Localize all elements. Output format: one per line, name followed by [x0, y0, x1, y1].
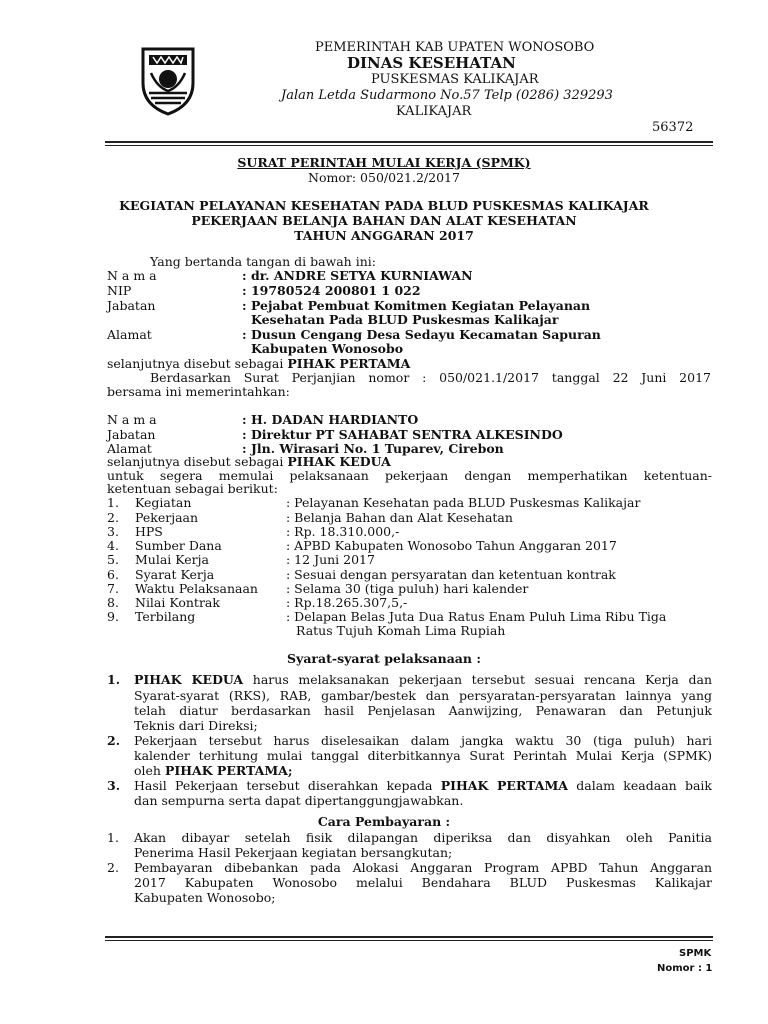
letterhead-address: Jalan Letda Sudarmono No.57 Telp (0286) 329293 [281, 88, 613, 103]
payment-heading: Cara Pembayaran : [317, 814, 451, 829]
footer-divider [105, 936, 713, 938]
instruction-line2: ketentuan sebagai berikut: [107, 481, 278, 496]
party2-reference-text: selanjutnya disebut sebagai [107, 454, 288, 469]
letterhead-divider [105, 141, 713, 143]
requirement-1-line1 [134, 672, 712, 687]
footer-page-number: Nomor : 1 [657, 963, 713, 974]
instruction-line1: untuk segera memulai pelaksanaan pekerjaan dengan memperhatikan ketentuan- [107, 468, 712, 483]
term-label: Waktu Pelaksanaan [135, 581, 258, 596]
payment-1-line2: Penerima Hasil Pekerjaan kegiatan bersangkutan; [134, 845, 453, 860]
term-label: Mulai Kerja [135, 552, 209, 567]
term-number: 5. [107, 552, 119, 567]
payment-number: 1. [107, 830, 119, 845]
term-value: : APBD Kabupaten Wonosobo Tahun Anggaran 2017 [286, 538, 617, 553]
letterhead-city: KALIKAJAR [396, 104, 472, 119]
term-number: 6. [107, 567, 119, 582]
party1-reference-text: selanjutnya disebut sebagai [107, 356, 288, 371]
party1-position: : Pejabat Pembuat Komitmen Kegiatan Pelayanan [242, 298, 591, 313]
requirements-heading: Syarat-syarat pelaksanaan : [287, 651, 481, 666]
term-value: : 12 Juni 2017 [286, 552, 375, 567]
requirement-3-text: Hasil Pekerjaan tersebut diserahkan kepada [134, 778, 441, 793]
basis-line2: bersama ini memerintahkan: [107, 384, 290, 399]
activity-title: KEGIATAN PELAYANAN KESEHATAN PADA BLUD PUSKESMAS KALIKAJAR [119, 198, 649, 213]
requirement-2-party: PIHAK PERTAMA; [164, 763, 293, 778]
term-label: HPS [135, 524, 163, 539]
party1-name-label: N a m a [107, 268, 157, 283]
requirement-2-line2: kalender terhitung mulai tanggal diterbitkannya Surat Perintah Mulai Kerja (SPMK) [134, 748, 712, 763]
party1-nip: : 19780524 200801 1 022 [242, 283, 421, 298]
party1-address-label: Alamat [107, 327, 152, 342]
payment-1-line1: Akan dibayar setelah fisik dilapangan diperiksa dan disyahkan oleh Panitia [134, 830, 712, 845]
intro-text: Yang bertanda tangan di bawah ini: [150, 254, 376, 269]
term-value: : Pelayanan Kesehatan pada BLUD Puskesmas Kalikajar [286, 495, 641, 510]
requirement-number: 1. [107, 672, 121, 687]
payment-2-line2: 2017 Kabupaten Wonosobo melalui Bendahara BLUD Puskesmas Kalikajar [134, 875, 712, 890]
document-title: SURAT PERINTAH MULAI KERJA (SPMK) [237, 155, 531, 170]
party1-reference [107, 356, 410, 371]
requirement-2-line1: Pekerjaan tersebut harus diselesaikan dalam jangka waktu 30 (tiga puluh) hari [134, 733, 712, 748]
payment-2-line3: Kabupaten Wonosobo; [134, 890, 276, 905]
requirement-2-text: oleh [134, 763, 165, 778]
term-number: 3. [107, 524, 119, 539]
term-number: 9. [107, 609, 119, 624]
party2-name-label: N a m a [107, 412, 157, 427]
payment-2-line1: Pembayaran dibebankan pada Alokasi Anggaran Program APBD Tahun Anggaran [134, 860, 712, 875]
requirement-3-party: PIHAK PERTAMA [440, 778, 568, 793]
party1-address: : Dusun Cengang Desa Sedayu Kecamatan Sapuran [242, 327, 601, 342]
requirement-2-line3 [134, 763, 293, 778]
requirement-1-line3: telah diatur berdasarkan hasil Penjelasan Aanwijzing, Penawaran dan Petunjuk [134, 703, 712, 718]
footer-label: SPMK [679, 948, 712, 959]
party1-position-cont: Kesehatan Pada BLUD Puskesmas Kalikajar [251, 312, 559, 327]
party2-position: : Direktur PT SAHABAT SENTRA ALKESINDO [242, 427, 563, 442]
requirement-1-line2: Syarat-syarat (RKS), RAB, gambar/bestek dan persyaratan-persyaratan lainnya yang [134, 688, 712, 703]
party2-position-label: Jabatan [107, 427, 156, 442]
term-label: Kegiatan [135, 495, 192, 510]
term-value: : Rp. 18.310.000,- [286, 524, 400, 539]
emblem-icon [137, 43, 199, 117]
term-number: 2. [107, 510, 119, 525]
requirement-1-text: harus melaksanakan pekerjaan tersebut sesuai rencana Kerja dan [243, 672, 712, 687]
requirement-3-line2: dan sempurna serta dapat dipertanggungjawabkan. [134, 793, 464, 808]
party1-reference-name: PIHAK PERTAMA [287, 356, 411, 371]
term-label: Nilai Kontrak [135, 595, 220, 610]
requirement-1-line4: Teknis dari Direksi; [134, 718, 258, 733]
party2-reference [107, 454, 391, 469]
party2-address-label: Alamat [107, 441, 152, 456]
term-value: : Sesuai dengan persyaratan dan ketentuan kontrak [286, 567, 616, 582]
term-value: : Rp.18.265.307,5,- [286, 595, 408, 610]
term-label: Terbilang [135, 609, 196, 624]
party1-position-label: Jabatan [107, 298, 156, 313]
fiscal-year: TAHUN ANGGARAN 2017 [294, 228, 474, 243]
requirement-number: 3. [107, 778, 121, 793]
term-number: 1. [107, 495, 119, 510]
letterhead-agency: DINAS KESEHATAN [347, 54, 516, 72]
letterhead-line1: PEMERINTAH KAB UPATEN WONOSOBO [315, 40, 595, 55]
party2-reference-name: PIHAK KEDUA [287, 454, 391, 469]
term-number: 8. [107, 595, 119, 610]
party1-nip-label: NIP [107, 283, 132, 298]
letterhead-postal-code: 56372 [652, 120, 694, 135]
letterhead-line3: PUSKESMAS KALIKAJAR [371, 72, 539, 87]
term-value: : Belanja Bahan dan Alat Kesehatan [286, 510, 513, 525]
footer-divider-thin [105, 940, 713, 941]
term-label: Syarat Kerja [135, 567, 215, 582]
requirement-3-line1 [134, 778, 712, 793]
term-value: : Selama 30 (tiga puluh) hari kalender [286, 581, 529, 596]
requirement-1-party: PIHAK KEDUA [134, 672, 244, 687]
document-number: Nomor: 050/021.2/2017 [308, 170, 460, 185]
term-label: Sumber Dana [135, 538, 222, 553]
term-value-cont: Ratus Tujuh Komah Lima Rupiah [296, 623, 506, 638]
requirement-number: 2. [107, 733, 121, 748]
party2-name: : H. DADAN HARDIANTO [242, 412, 419, 427]
basis-line1: Berdasarkan Surat Perjanjian nomor : 050/021.1/2017 tanggal 22 Juni 2017 [150, 370, 711, 385]
payment-number: 2. [107, 860, 119, 875]
term-label: Pekerjaan [135, 510, 199, 525]
party1-address-cont: Kabupaten Wonosobo [251, 341, 404, 356]
term-number: 4. [107, 538, 119, 553]
term-value: : Delapan Belas Juta Dua Ratus Enam Puluh Lima Ribu Tiga [286, 609, 667, 624]
party2-address: : Jln. Wirasari No. 1 Tuparev, Cirebon [242, 441, 504, 456]
requirement-3-text-end: dalam keadaan baik [567, 778, 713, 793]
term-number: 7. [107, 581, 119, 596]
letterhead-divider-thin [105, 145, 713, 146]
work-title: PEKERJAAN BELANJA BAHAN DAN ALAT KESEHATAN [191, 213, 577, 228]
party1-name: : dr. ANDRE SETYA KURNIAWAN [242, 268, 473, 283]
